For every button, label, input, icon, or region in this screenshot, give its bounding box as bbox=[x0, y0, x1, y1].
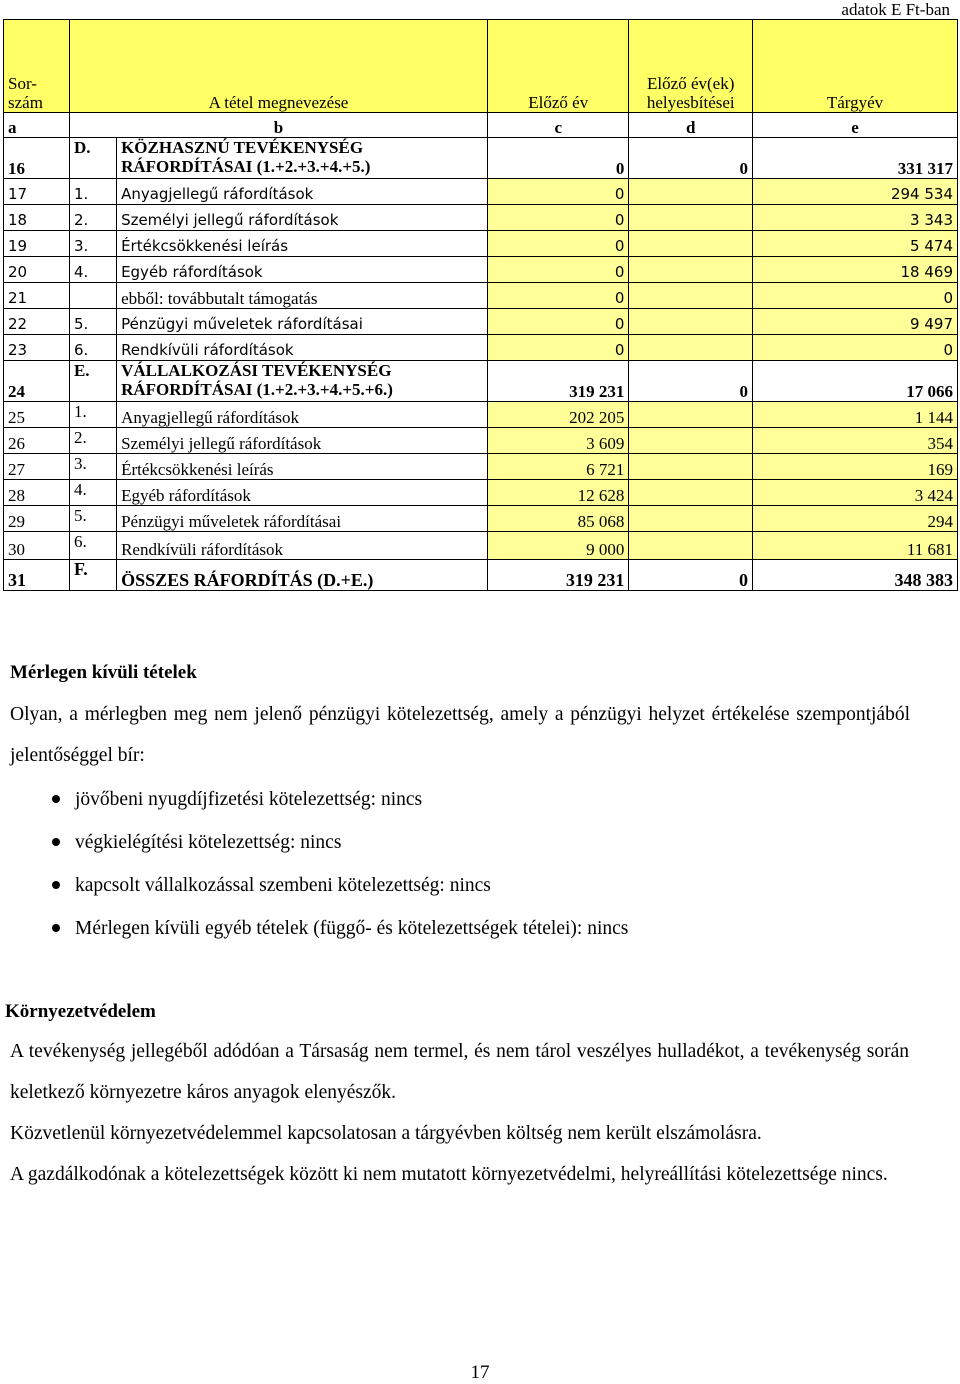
row-prev-corrections bbox=[629, 506, 753, 532]
row-prev-corrections bbox=[629, 231, 753, 257]
row-current-year: 1 144 bbox=[753, 402, 958, 428]
environment-paragraph-2: Közvetlenül környezetvédelemmel kapcsolatosan a tárgyévben költség nem került elszámolásra. bbox=[10, 1123, 762, 1144]
row-code: 4. bbox=[69, 480, 116, 506]
letter-b: b bbox=[69, 113, 487, 138]
row-current-year: 354 bbox=[753, 428, 958, 454]
header-name: A tétel megnevezése bbox=[69, 20, 487, 113]
row-name: Értékcsökkenési leírás bbox=[117, 231, 488, 257]
row-name: Rendkívüli ráfordítások bbox=[117, 335, 488, 361]
row-prev-corrections bbox=[629, 402, 753, 428]
row-code: 5. bbox=[69, 309, 116, 335]
row-name: KÖZHASZNÚ TEVÉKENYSÉG RÁFORDÍTÁSAI (1.+2.+3.+4.+5.) bbox=[117, 138, 488, 179]
list-item: kapcsolt vállalkozással szembeni kötelezettség: nincs bbox=[10, 864, 910, 907]
row-prev-corrections bbox=[629, 205, 753, 231]
header-sorszam: Sor-szám bbox=[4, 20, 70, 113]
row-name: Értékcsökkenési leírás bbox=[117, 454, 488, 480]
row-prev-corrections bbox=[629, 257, 753, 283]
row-code: D. bbox=[69, 138, 116, 179]
row-prev-corrections bbox=[629, 480, 753, 506]
row-current-year: 348 383 bbox=[753, 560, 958, 591]
header-current-year: Tárgyév bbox=[753, 20, 958, 113]
table-row bbox=[4, 283, 958, 309]
row-prev-year: 0 bbox=[488, 257, 629, 283]
table-row bbox=[4, 480, 958, 506]
row-name: Egyéb ráfordítások bbox=[117, 257, 488, 283]
row-prev-year: 0 bbox=[488, 179, 629, 205]
row-prev-year: 319 231 bbox=[488, 361, 629, 402]
row-current-year: 9 497 bbox=[753, 309, 958, 335]
row-number: 19 bbox=[4, 231, 70, 257]
row-number: 27 bbox=[4, 454, 70, 480]
row-name: Pénzügyi műveletek ráfordításai bbox=[117, 506, 488, 532]
row-prev-corrections bbox=[629, 428, 753, 454]
table-row bbox=[4, 179, 958, 205]
row-current-year: 5 474 bbox=[753, 231, 958, 257]
row-code: 2. bbox=[69, 205, 116, 231]
row-name: Anyagjellegű ráfordítások bbox=[117, 402, 488, 428]
list-item: Mérlegen kívüli egyéb tételek (függő- és kötelezettségek tételei): nincs bbox=[10, 907, 910, 950]
row-current-year: 17 066 bbox=[753, 361, 958, 402]
row-number: 21 bbox=[4, 283, 70, 309]
row-prev-corrections: 0 bbox=[629, 560, 753, 591]
row-prev-corrections bbox=[629, 309, 753, 335]
row-name: Egyéb ráfordítások bbox=[117, 480, 488, 506]
row-code: F. bbox=[69, 560, 116, 591]
row-prev-year: 9 000 bbox=[488, 532, 629, 560]
table-row bbox=[4, 428, 958, 454]
table-row bbox=[4, 309, 958, 335]
table-header-row bbox=[4, 20, 958, 113]
row-code: E. bbox=[69, 361, 116, 402]
row-prev-corrections bbox=[629, 335, 753, 361]
column-letter-row bbox=[4, 113, 958, 138]
row-number: 28 bbox=[4, 480, 70, 506]
row-prev-year: 85 068 bbox=[488, 506, 629, 532]
row-name: ÖSSZES RÁFORDÍTÁS (D.+E.) bbox=[117, 560, 488, 591]
row-prev-year: 319 231 bbox=[488, 560, 629, 591]
environment-paragraph-3: A gazdálkodónak a kötelezettségek között ki nem mutatott környezetvédelmi, helyreállítási kötelezettsége nincs. bbox=[10, 1164, 888, 1185]
row-name: Rendkívüli ráfordítások bbox=[117, 532, 488, 560]
row-number: 20 bbox=[4, 257, 70, 283]
unit-note: adatok E Ft-ban bbox=[841, 0, 950, 19]
row-prev-year: 0 bbox=[488, 335, 629, 361]
header-prev-corrections: Előző év(ek) helyesbítései bbox=[629, 20, 753, 113]
header-prev-year: Előző év bbox=[488, 20, 629, 113]
row-number: 16 bbox=[4, 138, 70, 179]
row-code: 3. bbox=[69, 231, 116, 257]
row-name: Pénzügyi műveletek ráfordításai bbox=[117, 309, 488, 335]
table-row bbox=[4, 138, 958, 179]
expenses-table bbox=[3, 19, 958, 591]
row-number: 17 bbox=[4, 179, 70, 205]
row-number: 26 bbox=[4, 428, 70, 454]
row-current-year: 294 534 bbox=[753, 179, 958, 205]
list-item: jövőbeni nyugdíjfizetési kötelezettség: nincs bbox=[10, 778, 910, 821]
row-number: 25 bbox=[4, 402, 70, 428]
environment-paragraph-1: A tevékenység jellegéből adódóan a Társaság nem termel, és nem tárol veszélyes hulladékot, a tevékenység során keletkező környezetre káros anyagok elenyészők. bbox=[10, 1041, 909, 1103]
row-code: 6. bbox=[69, 335, 116, 361]
row-prev-corrections bbox=[629, 454, 753, 480]
row-prev-year: 6 721 bbox=[488, 454, 629, 480]
row-current-year: 169 bbox=[753, 454, 958, 480]
environment-section bbox=[5, 1001, 909, 1195]
table-row bbox=[4, 335, 958, 361]
row-current-year: 18 469 bbox=[753, 257, 958, 283]
row-prev-year: 0 bbox=[488, 205, 629, 231]
letter-c: c bbox=[488, 113, 629, 138]
row-prev-corrections: 0 bbox=[629, 361, 753, 402]
row-current-year: 11 681 bbox=[753, 532, 958, 560]
row-prev-corrections: 0 bbox=[629, 138, 753, 179]
table-row bbox=[4, 506, 958, 532]
off-balance-intro: Olyan, a mérlegben meg nem jelenő pénzügyi kötelezettség, amely a pénzügyi helyzet értékelése szempontjából jelentőséggel bír: bbox=[10, 704, 910, 766]
row-current-year: 3 343 bbox=[753, 205, 958, 231]
table-row bbox=[4, 532, 958, 560]
row-number: 23 bbox=[4, 335, 70, 361]
table-row bbox=[4, 361, 958, 402]
row-number: 24 bbox=[4, 361, 70, 402]
row-code: 2. bbox=[69, 428, 116, 454]
row-name: ebből: továbbutalt támogatás bbox=[117, 283, 488, 309]
row-prev-corrections bbox=[629, 532, 753, 560]
row-number: 31 bbox=[4, 560, 70, 591]
row-current-year: 294 bbox=[753, 506, 958, 532]
row-current-year: 331 317 bbox=[753, 138, 958, 179]
row-name: Anyagjellegű ráfordítások bbox=[117, 179, 488, 205]
off-balance-list bbox=[10, 778, 910, 950]
row-name: Személyi jellegű ráfordítások bbox=[117, 428, 488, 454]
letter-e: e bbox=[753, 113, 958, 138]
row-number: 22 bbox=[4, 309, 70, 335]
off-balance-section bbox=[10, 662, 910, 950]
row-current-year: 0 bbox=[753, 283, 958, 309]
row-prev-year: 0 bbox=[488, 231, 629, 257]
row-code: 3. bbox=[69, 454, 116, 480]
row-code: 1. bbox=[69, 179, 116, 205]
table-row bbox=[4, 231, 958, 257]
row-current-year: 3 424 bbox=[753, 480, 958, 506]
row-prev-year: 3 609 bbox=[488, 428, 629, 454]
row-prev-year: 0 bbox=[488, 138, 629, 179]
environment-title: Környezetvédelem bbox=[5, 1001, 156, 1022]
table-row bbox=[4, 257, 958, 283]
row-prev-corrections bbox=[629, 179, 753, 205]
table-row bbox=[4, 402, 958, 428]
row-code: 4. bbox=[69, 257, 116, 283]
table-row bbox=[4, 205, 958, 231]
list-item: végkielégítési kötelezettség: nincs bbox=[10, 821, 910, 864]
row-prev-year: 202 205 bbox=[488, 402, 629, 428]
letter-d: d bbox=[629, 113, 753, 138]
row-code bbox=[69, 283, 116, 309]
row-prev-corrections bbox=[629, 283, 753, 309]
row-name: Személyi jellegű ráfordítások bbox=[117, 205, 488, 231]
table-row-total bbox=[4, 560, 958, 591]
row-prev-year: 12 628 bbox=[488, 480, 629, 506]
row-code: 5. bbox=[69, 506, 116, 532]
letter-a: a bbox=[4, 113, 70, 138]
page-number: 17 bbox=[470, 1362, 490, 1383]
row-code: 1. bbox=[69, 402, 116, 428]
row-prev-year: 0 bbox=[488, 309, 629, 335]
row-name: VÁLLALKOZÁSI TEVÉKENYSÉG RÁFORDÍTÁSAI (1.+2.+3.+4.+5.+6.) bbox=[117, 361, 488, 402]
row-number: 29 bbox=[4, 506, 70, 532]
row-current-year: 0 bbox=[753, 335, 958, 361]
off-balance-title: Mérlegen kívüli tételek bbox=[10, 662, 197, 683]
table-row bbox=[4, 454, 958, 480]
row-number: 18 bbox=[4, 205, 70, 231]
row-number: 30 bbox=[4, 532, 70, 560]
row-code: 6. bbox=[69, 532, 116, 560]
row-prev-year: 0 bbox=[488, 283, 629, 309]
